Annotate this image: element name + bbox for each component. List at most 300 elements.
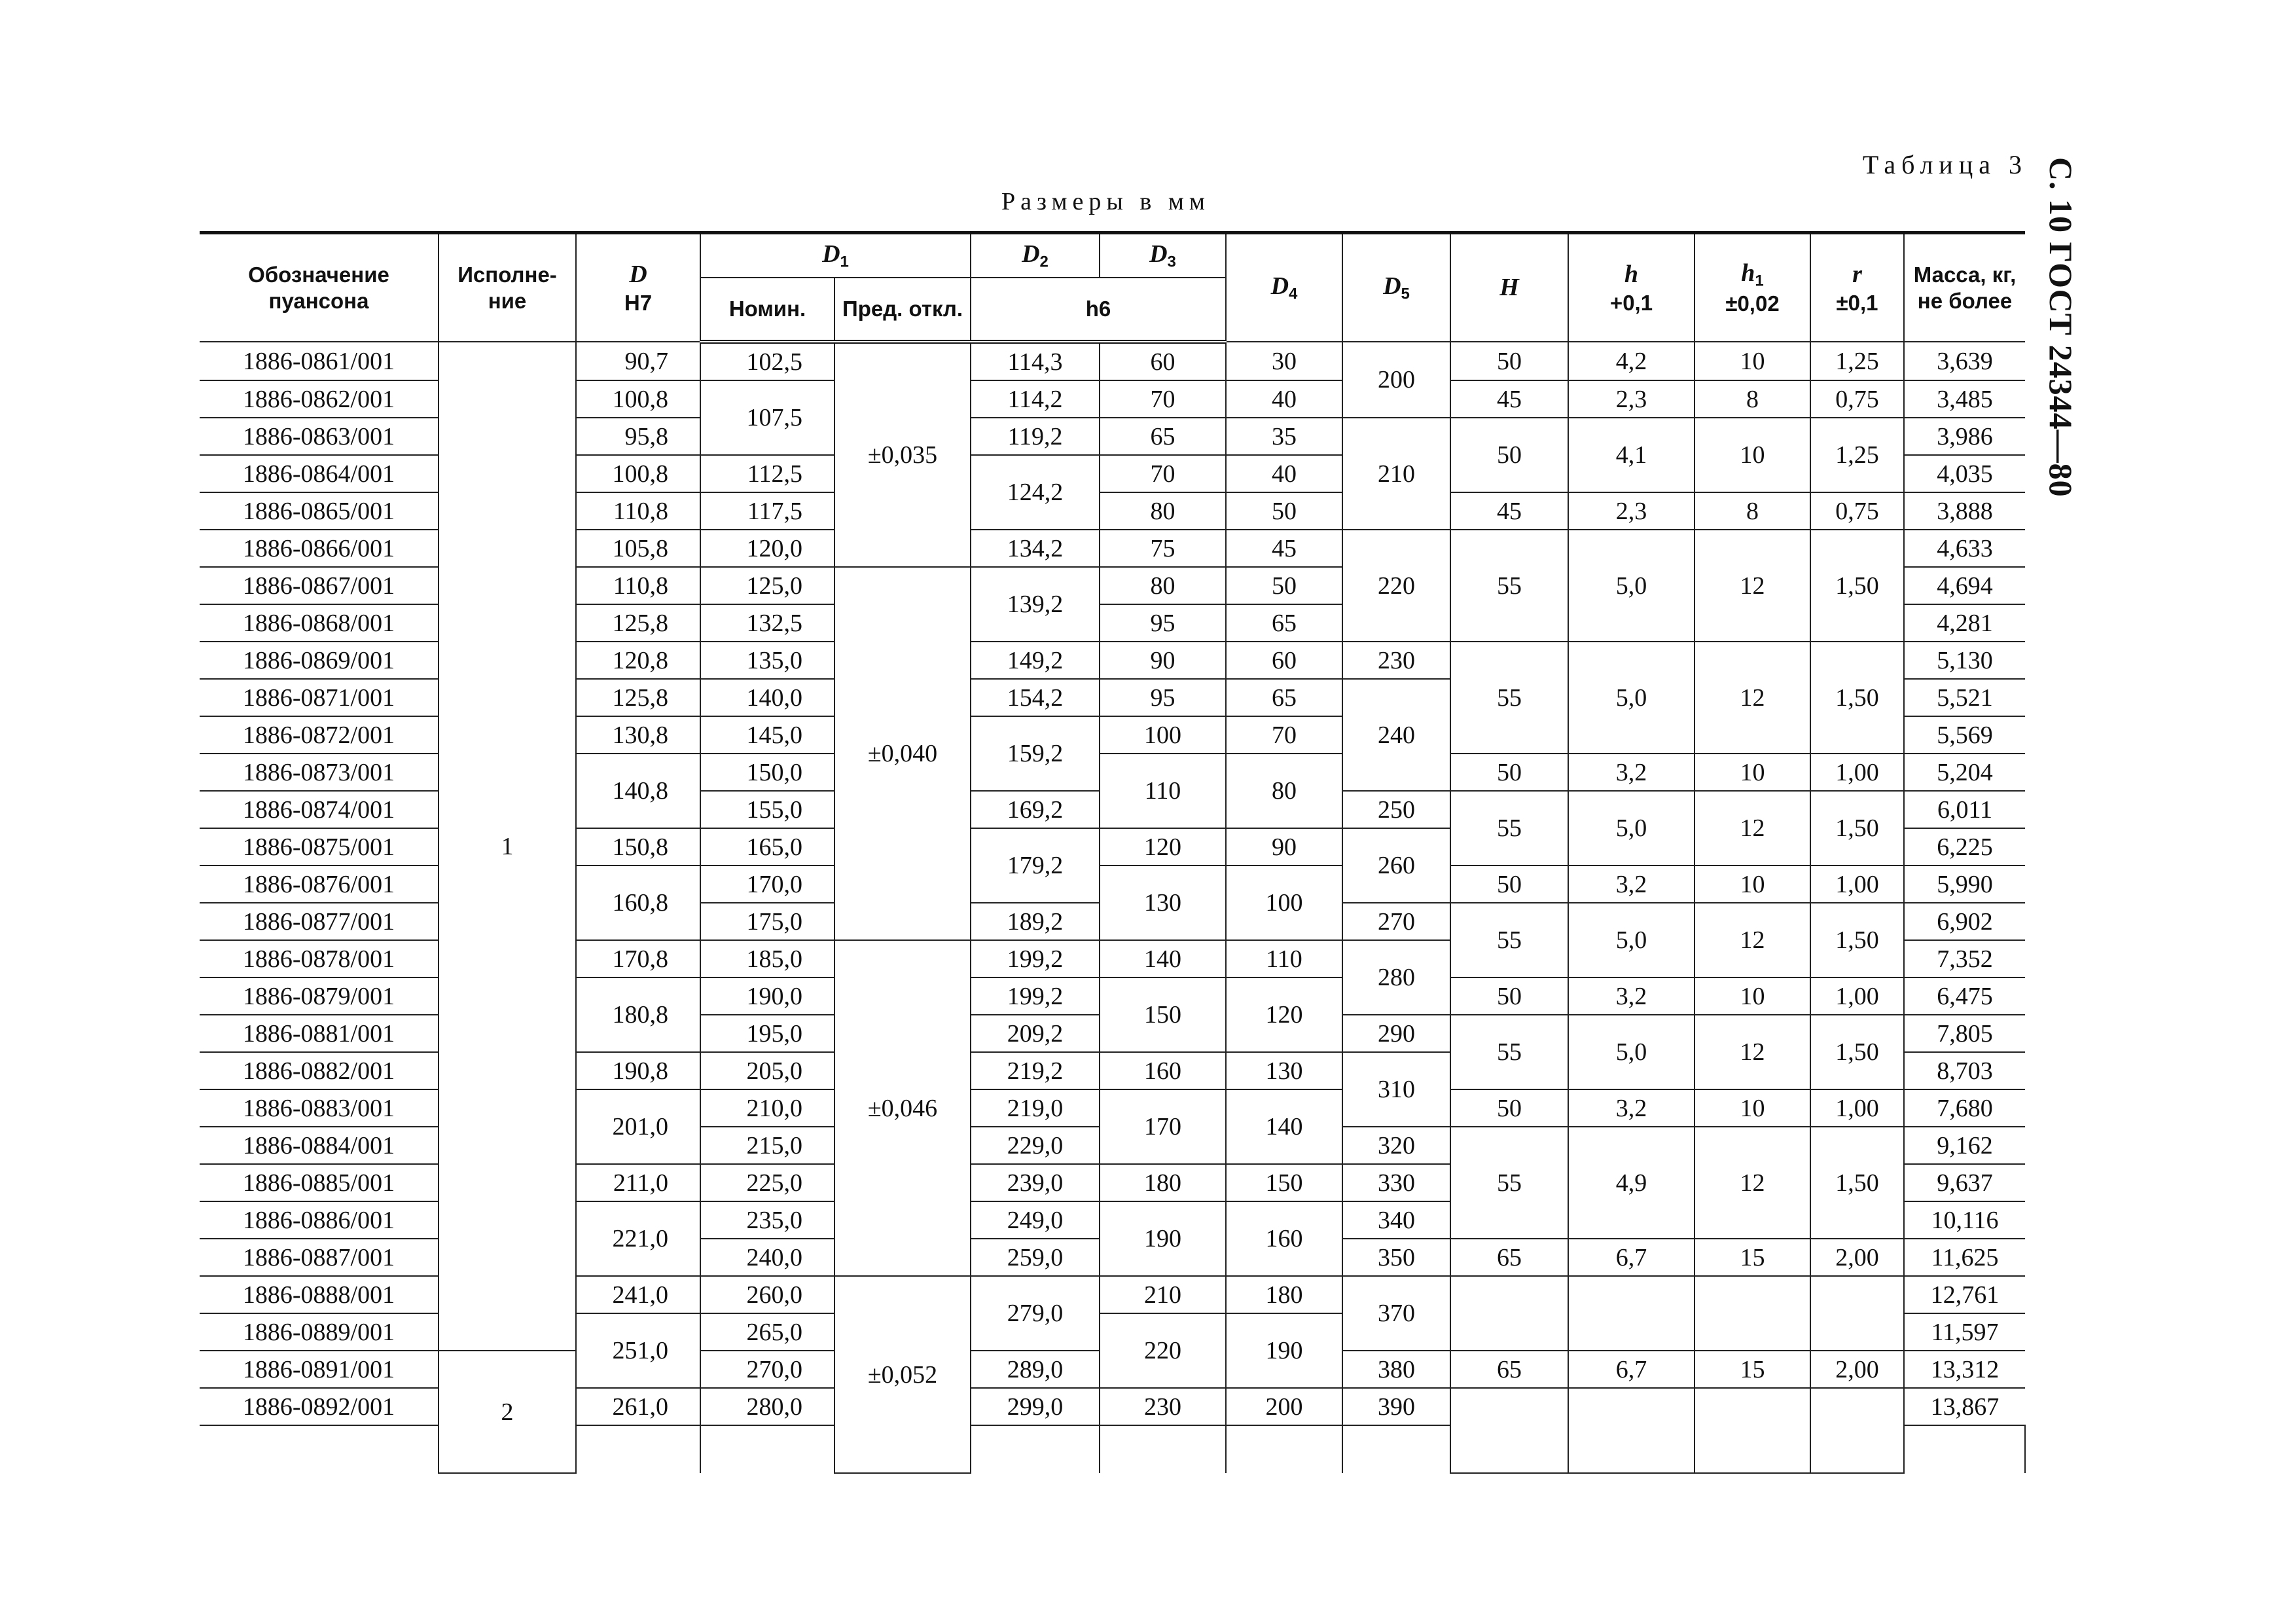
cell-h1: 15 — [1695, 1351, 1810, 1388]
cell-d5: 240 — [1342, 679, 1450, 791]
cell-designation: 1886-0878/001 — [200, 940, 439, 977]
cell-mass: 13,867 — [1904, 1388, 2025, 1425]
cell-d4: 50 — [1226, 492, 1342, 530]
cell-d5: 340 — [1342, 1201, 1450, 1239]
cell-d4: 65 — [1226, 604, 1342, 642]
cell-d5: 390 — [1342, 1388, 1450, 1425]
cell-designation: 1886-0873/001 — [200, 754, 439, 791]
cell-h1: 12 — [1695, 1127, 1810, 1239]
cell-h1: 12 — [1695, 642, 1810, 754]
cell-d: 110,8 — [576, 567, 700, 604]
cell-h: 50 — [1450, 342, 1568, 380]
header-designation: Обозначение пуансона — [200, 233, 439, 342]
cell-d2: 209,2 — [971, 1015, 1100, 1052]
cell-d1-nom: 195,0 — [700, 1015, 834, 1052]
cell-designation: 1886-0872/001 — [200, 716, 439, 754]
cell-r: 1,00 — [1810, 866, 1904, 903]
cell-d2: 299,0 — [971, 1388, 1100, 1425]
cell-d2: 219,0 — [971, 1089, 1100, 1127]
cell-d2: 219,2 — [971, 1052, 1100, 1089]
cell-d3: 120 — [1100, 828, 1226, 866]
cell-h: 50 — [1450, 754, 1568, 791]
cell-r: 1,50 — [1810, 642, 1904, 754]
cell-d1-nom: 155,0 — [700, 791, 834, 828]
cell-mass: 4,281 — [1904, 604, 2025, 642]
cell-h: 5,0 — [1568, 530, 1695, 642]
cell-designation: 1886-0892/001 — [200, 1388, 439, 1425]
cell-d2: 139,2 — [971, 567, 1100, 642]
table-row — [200, 342, 2025, 380]
cell-h: 5,0 — [1568, 791, 1695, 866]
cell-d1-nom: 240,0 — [700, 1239, 834, 1276]
units-label: Размеры в мм — [1001, 188, 1210, 215]
cell-d: 140,8 — [576, 754, 700, 828]
cell-d1-nom: 205,0 — [700, 1052, 834, 1089]
cell-d4: 45 — [1226, 530, 1342, 567]
cell-d3: 80 — [1100, 567, 1226, 604]
empty-cell — [971, 1425, 1100, 1473]
cell-d2: 119,2 — [971, 418, 1100, 455]
cell-d2: 134,2 — [971, 530, 1100, 567]
cell-d: 120,8 — [576, 642, 700, 679]
cell-h: 5,0 — [1568, 903, 1695, 977]
cell-d1-nom: 190,0 — [700, 977, 834, 1015]
cell-r: 1,50 — [1810, 791, 1904, 866]
cell-mass: 11,597 — [1904, 1313, 2025, 1351]
cell-d4: 40 — [1226, 380, 1342, 418]
cell-d3: 180 — [1100, 1164, 1226, 1201]
cell-h: 5,0 — [1568, 1015, 1695, 1089]
cell-mass: 6,225 — [1904, 828, 2025, 866]
cell-h: 45 — [1450, 492, 1568, 530]
cell-designation: 1886-0885/001 — [200, 1164, 439, 1201]
cell-d5: 210 — [1342, 418, 1450, 530]
cell-d: 221,0 — [576, 1201, 700, 1276]
cell-h — [1450, 1388, 1568, 1473]
cell-d4: 60 — [1226, 642, 1342, 679]
cell-designation: 1886-0875/001 — [200, 828, 439, 866]
cell-h: 50 — [1450, 418, 1568, 492]
cell-d5: 330 — [1342, 1164, 1450, 1201]
cell-h: 2,3 — [1568, 492, 1695, 530]
cell-designation: 1886-0877/001 — [200, 903, 439, 940]
cell-d5: 280 — [1342, 940, 1450, 1015]
cell-h1: 12 — [1695, 1015, 1810, 1089]
cell-h: 55 — [1450, 791, 1568, 866]
cell-d3: 150 — [1100, 977, 1226, 1052]
cell-h: 50 — [1450, 1089, 1568, 1127]
cell-r: 1,00 — [1810, 754, 1904, 791]
cell-h: 3,2 — [1568, 754, 1695, 791]
cell-d1-nom: 102,5 — [700, 342, 834, 380]
header-variant: Исполне-ние — [439, 233, 576, 342]
cell-h1: 12 — [1695, 530, 1810, 642]
header-H: H — [1450, 233, 1568, 342]
cell-d: 125,8 — [576, 604, 700, 642]
cell-d2: 249,0 — [971, 1201, 1100, 1239]
cell-mass: 5,569 — [1904, 716, 2025, 754]
cell-h1: 12 — [1695, 791, 1810, 866]
cell-d3: 90 — [1100, 642, 1226, 679]
cell-h1 — [1695, 1276, 1810, 1351]
cell-designation: 1886-0864/001 — [200, 455, 439, 492]
cell-mass: 11,625 — [1904, 1239, 2025, 1276]
cell-designation: 1886-0862/001 — [200, 380, 439, 418]
cell-h1: 10 — [1695, 866, 1810, 903]
cell-h — [1568, 1388, 1695, 1473]
cell-mass: 6,011 — [1904, 791, 2025, 828]
cell-designation: 1886-0871/001 — [200, 679, 439, 716]
header-d1-tolerance: Пред. откл. — [834, 278, 971, 342]
cell-designation: 1886-0889/001 — [200, 1313, 439, 1351]
cell-d5: 320 — [1342, 1127, 1450, 1164]
cell-d2: 114,3 — [971, 342, 1100, 380]
cell-d: 201,0 — [576, 1089, 700, 1164]
cell-h: 65 — [1450, 1351, 1568, 1388]
cell-designation: 1886-0883/001 — [200, 1089, 439, 1127]
cell-d4: 150 — [1226, 1164, 1342, 1201]
empty-cell — [1226, 1425, 1342, 1473]
cell-d3: 220 — [1100, 1313, 1226, 1388]
header-d5: $D_5$ — [1342, 233, 1450, 342]
cell-d: 100,8 — [576, 455, 700, 492]
cell-designation: 1886-0884/001 — [200, 1127, 439, 1164]
cell-d4: 70 — [1226, 716, 1342, 754]
cell-d5: 230 — [1342, 642, 1450, 679]
cell-d2: 189,2 — [971, 903, 1100, 940]
cell-r: 1,50 — [1810, 1015, 1904, 1089]
cell-d5: 220 — [1342, 530, 1450, 642]
cell-d2: 239,0 — [971, 1164, 1100, 1201]
cell-h: 4,2 — [1568, 342, 1695, 380]
cell-designation: 1886-0874/001 — [200, 791, 439, 828]
cell-d4: 100 — [1226, 866, 1342, 940]
cell-h1: 10 — [1695, 418, 1810, 492]
cell-d5: 380 — [1342, 1351, 1450, 1388]
cell-d1-nom: 235,0 — [700, 1201, 834, 1239]
cell-d1-nom: 280,0 — [700, 1388, 834, 1425]
header-d1: $D_1$ — [700, 233, 971, 278]
cell-designation: 1886-0867/001 — [200, 567, 439, 604]
cell-d5: 350 — [1342, 1239, 1450, 1276]
cell-designation: 1886-0888/001 — [200, 1276, 439, 1313]
cell-designation: 1886-0866/001 — [200, 530, 439, 567]
header-r: r ±0,1 — [1810, 233, 1904, 342]
cell-r — [1810, 1388, 1904, 1473]
cell-d3: 130 — [1100, 866, 1226, 940]
cell-d4: 35 — [1226, 418, 1342, 455]
cell-mass: 12,761 — [1904, 1276, 2025, 1313]
cell-d2: 229,0 — [971, 1127, 1100, 1164]
cell-r: 1,50 — [1810, 530, 1904, 642]
cell-d3: 95 — [1100, 679, 1226, 716]
cell-mass: 7,680 — [1904, 1089, 2025, 1127]
cell-d4: 40 — [1226, 455, 1342, 492]
cell-d4: 50 — [1226, 567, 1342, 604]
cell-d: 211,0 — [576, 1164, 700, 1201]
cell-d1-tol: ±0,040 — [834, 567, 971, 940]
cell-d4: 120 — [1226, 977, 1342, 1052]
cell-designation: 1886-0882/001 — [200, 1052, 439, 1089]
cell-d4: 130 — [1226, 1052, 1342, 1089]
page-side-header: С. 10 ГОСТ 24344—80 — [2043, 157, 2079, 498]
cell-h1: 10 — [1695, 1089, 1810, 1127]
dimensions-table — [200, 231, 2025, 1474]
cell-d4: 90 — [1226, 828, 1342, 866]
cell-h: 50 — [1450, 866, 1568, 903]
cell-d2: 114,2 — [971, 380, 1100, 418]
cell-h: 65 — [1450, 1239, 1568, 1276]
cell-h: 5,0 — [1568, 642, 1695, 754]
cell-d3: 160 — [1100, 1052, 1226, 1089]
cell-r — [1810, 1276, 1904, 1351]
cell-designation: 1886-0881/001 — [200, 1015, 439, 1052]
cell-h1: 10 — [1695, 754, 1810, 791]
cell-d4: 190 — [1226, 1313, 1342, 1388]
cell-d: 261,0 — [576, 1388, 700, 1425]
empty-cell — [1904, 1425, 2025, 1473]
header-d2-d3-fit: h6 — [971, 278, 1226, 342]
cell-r: 0,75 — [1810, 492, 1904, 530]
cell-d4: 110 — [1226, 940, 1342, 977]
cell-h1: 8 — [1695, 492, 1810, 530]
cell-d: 190,8 — [576, 1052, 700, 1089]
cell-d5: 310 — [1342, 1052, 1450, 1127]
cell-d: 251,0 — [576, 1313, 700, 1388]
cell-d1-nom: 175,0 — [700, 903, 834, 940]
header-mass: Масса, кг, не более — [1904, 233, 2025, 342]
cell-d5: 270 — [1342, 903, 1450, 940]
cell-mass: 6,902 — [1904, 903, 2025, 940]
header-d3: $D_3$ — [1100, 233, 1226, 278]
cell-d1-nom: 135,0 — [700, 642, 834, 679]
cell-d5: 290 — [1342, 1015, 1450, 1052]
cell-d1-nom: 225,0 — [700, 1164, 834, 1201]
empty-cell — [200, 1425, 439, 1473]
cell-d5: 200 — [1342, 342, 1450, 418]
cell-mass: 10,116 — [1904, 1201, 2025, 1239]
cell-h — [1450, 1276, 1568, 1351]
cell-d2: 199,2 — [971, 977, 1100, 1015]
header-h1: $h_1$ ±0,02 — [1695, 233, 1810, 342]
cell-h: 2,3 — [1568, 380, 1695, 418]
cell-d1-nom: 265,0 — [700, 1313, 834, 1351]
cell-mass: 3,639 — [1904, 342, 2025, 380]
cell-mass: 8,703 — [1904, 1052, 2025, 1089]
cell-h: 45 — [1450, 380, 1568, 418]
cell-mass: 9,637 — [1904, 1164, 2025, 1201]
cell-d2: 169,2 — [971, 791, 1100, 828]
cell-d2: 159,2 — [971, 716, 1100, 791]
cell-d5: 250 — [1342, 791, 1450, 828]
cell-mass: 4,035 — [1904, 455, 2025, 492]
cell-d: 105,8 — [576, 530, 700, 567]
header-d1-nominal: Номин. — [700, 278, 834, 342]
cell-designation: 1886-0891/001 — [200, 1351, 439, 1388]
cell-d1-nom: 170,0 — [700, 866, 834, 903]
cell-h1: 10 — [1695, 977, 1810, 1015]
cell-d1-nom: 112,5 — [700, 455, 834, 492]
cell-h: 50 — [1450, 977, 1568, 1015]
cell-h: 55 — [1450, 1015, 1568, 1089]
cell-r: 1,00 — [1810, 977, 1904, 1015]
cell-h: 3,2 — [1568, 977, 1695, 1015]
cell-d3: 140 — [1100, 940, 1226, 977]
cell-mass: 5,521 — [1904, 679, 2025, 716]
cell-d3: 100 — [1100, 716, 1226, 754]
cell-variant: 2 — [439, 1351, 576, 1473]
cell-d: 241,0 — [576, 1276, 700, 1313]
empty-cell — [576, 1425, 700, 1473]
cell-h1 — [1695, 1388, 1810, 1473]
cell-d1-nom: 165,0 — [700, 828, 834, 866]
cell-h: 55 — [1450, 642, 1568, 754]
cell-mass: 13,312 — [1904, 1351, 2025, 1388]
cell-d3: 210 — [1100, 1276, 1226, 1313]
cell-d1-nom: 210,0 — [700, 1089, 834, 1127]
cell-h1: 10 — [1695, 342, 1810, 380]
cell-d3: 190 — [1100, 1201, 1226, 1276]
cell-h: 6,7 — [1568, 1239, 1695, 1276]
cell-mass: 6,475 — [1904, 977, 2025, 1015]
cell-d4: 65 — [1226, 679, 1342, 716]
cell-h: 4,9 — [1568, 1127, 1695, 1239]
cell-r: 1,25 — [1810, 418, 1904, 492]
cell-r: 2,00 — [1810, 1239, 1904, 1276]
empty-cell — [1100, 1425, 1226, 1473]
cell-d: 90,7 — [576, 342, 700, 380]
cell-r: 2,00 — [1810, 1351, 1904, 1388]
cell-d: 100,8 — [576, 380, 700, 418]
cell-d4: 160 — [1226, 1201, 1342, 1276]
header-d2: $D_2$ — [971, 233, 1100, 278]
cell-r: 1,50 — [1810, 1127, 1904, 1239]
cell-d1-tol: ±0,052 — [834, 1276, 971, 1473]
cell-d1-nom: 150,0 — [700, 754, 834, 791]
cell-mass: 3,485 — [1904, 380, 2025, 418]
cell-variant: 1 — [439, 342, 576, 1351]
cell-h1: 8 — [1695, 380, 1810, 418]
cell-mass: 7,352 — [1904, 940, 2025, 977]
cell-d3: 230 — [1100, 1388, 1226, 1425]
header-h: h +0,1 — [1568, 233, 1695, 342]
cell-mass: 9,162 — [1904, 1127, 2025, 1164]
cell-designation: 1886-0863/001 — [200, 418, 439, 455]
cell-d1-nom: 270,0 — [700, 1351, 834, 1388]
cell-designation: 1886-0865/001 — [200, 492, 439, 530]
cell-h1: 15 — [1695, 1239, 1810, 1276]
cell-d3: 70 — [1100, 455, 1226, 492]
cell-d1-nom: 140,0 — [700, 679, 834, 716]
cell-d1-nom: 117,5 — [700, 492, 834, 530]
cell-d4: 30 — [1226, 342, 1342, 380]
cell-d3: 110 — [1100, 754, 1226, 828]
cell-designation: 1886-0868/001 — [200, 604, 439, 642]
cell-d4: 180 — [1226, 1276, 1342, 1313]
header-d: D H7 — [576, 233, 700, 342]
cell-r: 1,25 — [1810, 342, 1904, 380]
cell-mass: 3,888 — [1904, 492, 2025, 530]
cell-d: 95,8 — [576, 418, 700, 455]
cell-d: 160,8 — [576, 866, 700, 940]
cell-d4: 200 — [1226, 1388, 1342, 1425]
cell-d3: 70 — [1100, 380, 1226, 418]
cell-mass: 5,130 — [1904, 642, 2025, 679]
cell-d2: 199,2 — [971, 940, 1100, 977]
cell-d2: 154,2 — [971, 679, 1100, 716]
cell-d: 150,8 — [576, 828, 700, 866]
cell-r: 1,50 — [1810, 903, 1904, 977]
cell-h: 3,2 — [1568, 1089, 1695, 1127]
header-d4: $D_4$ — [1226, 233, 1342, 342]
table-number-label: Таблица 3 — [1862, 150, 2028, 179]
cell-d3: 65 — [1100, 418, 1226, 455]
cell-h1: 12 — [1695, 903, 1810, 977]
cell-d1-tol: ±0,035 — [834, 342, 971, 567]
cell-d2: 149,2 — [971, 642, 1100, 679]
cell-d1-nom: 120,0 — [700, 530, 834, 567]
cell-d5: 260 — [1342, 828, 1450, 903]
cell-d1-nom: 132,5 — [700, 604, 834, 642]
cell-designation: 1886-0886/001 — [200, 1201, 439, 1239]
cell-d1-nom: 145,0 — [700, 716, 834, 754]
cell-designation: 1886-0879/001 — [200, 977, 439, 1015]
cell-d1-nom: 215,0 — [700, 1127, 834, 1164]
cell-d4: 80 — [1226, 754, 1342, 828]
cell-mass: 7,805 — [1904, 1015, 2025, 1052]
cell-d2: 259,0 — [971, 1239, 1100, 1276]
cell-d1-nom: 125,0 — [700, 567, 834, 604]
cell-mass: 5,990 — [1904, 866, 2025, 903]
cell-d: 130,8 — [576, 716, 700, 754]
cell-mass: 4,694 — [1904, 567, 2025, 604]
cell-d4: 140 — [1226, 1089, 1342, 1164]
cell-r: 1,00 — [1810, 1089, 1904, 1127]
cell-d2: 289,0 — [971, 1351, 1100, 1388]
cell-r: 0,75 — [1810, 380, 1904, 418]
cell-d: 170,8 — [576, 940, 700, 977]
cell-d3: 60 — [1100, 342, 1226, 380]
cell-designation: 1886-0861/001 — [200, 342, 439, 380]
cell-d2: 124,2 — [971, 455, 1100, 530]
cell-d3: 75 — [1100, 530, 1226, 567]
cell-h — [1568, 1276, 1695, 1351]
cell-designation: 1886-0887/001 — [200, 1239, 439, 1276]
cell-designation: 1886-0869/001 — [200, 642, 439, 679]
cell-d: 125,8 — [576, 679, 700, 716]
cell-d: 180,8 — [576, 977, 700, 1052]
cell-mass: 3,986 — [1904, 418, 2025, 455]
cell-d1-nom: 185,0 — [700, 940, 834, 977]
empty-cell — [700, 1425, 834, 1473]
cell-d3: 95 — [1100, 604, 1226, 642]
cell-d3: 170 — [1100, 1089, 1226, 1164]
cell-d1-nom: 260,0 — [700, 1276, 834, 1313]
cell-d3: 80 — [1100, 492, 1226, 530]
cell-h: 6,7 — [1568, 1351, 1695, 1388]
cell-d5: 370 — [1342, 1276, 1450, 1351]
cell-d1-nom: 107,5 — [700, 380, 834, 455]
cell-designation: 1886-0876/001 — [200, 866, 439, 903]
cell-h: 55 — [1450, 903, 1568, 977]
cell-h: 3,2 — [1568, 866, 1695, 903]
cell-h: 55 — [1450, 1127, 1568, 1239]
cell-d: 110,8 — [576, 492, 700, 530]
cell-d2: 179,2 — [971, 828, 1100, 903]
empty-cell — [1342, 1425, 1450, 1473]
cell-d2: 279,0 — [971, 1276, 1100, 1351]
cell-h: 55 — [1450, 530, 1568, 642]
